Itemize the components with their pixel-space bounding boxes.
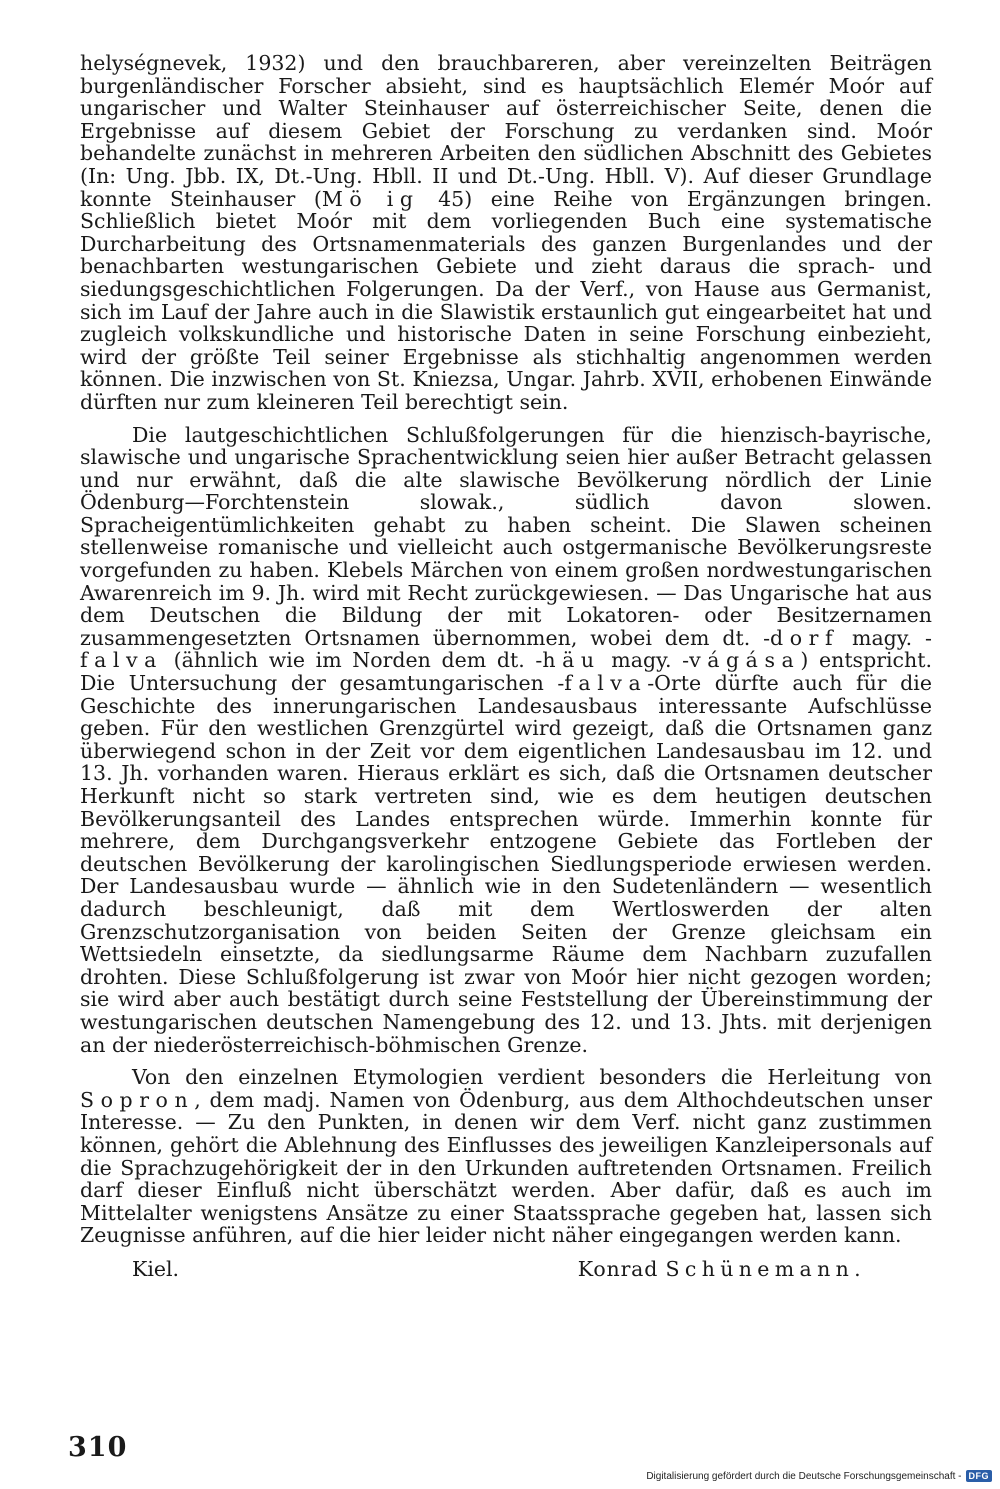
digitization-footer	[646, 1470, 992, 1482]
page-number: 310	[68, 1432, 128, 1463]
spaced-text: ig	[386, 186, 420, 211]
spaced-text: dorf	[770, 625, 840, 650]
article-body	[80, 52, 932, 1287]
paragraph-1	[80, 52, 932, 414]
text-run	[368, 187, 387, 211]
footer-text: Digitalisierung gefördert durch die Deutsche Forschungsgemeinschaft -	[646, 1470, 962, 1482]
text-run: 45) eine Reihe von Ergänzungen bringen. Schließlich bietet Moór mit dem vorliegenden Buch eine systematische Durcharbeitung des Ortsnamenmaterials des ganzen Burgenlandes und der benachbarten westungarischen Gebiete und zieht daraus die sprach- und siedungsgeschichtlichen Folgerungen. Da der Verf., von Hause aus Germanist, sich im Lauf der Jahre auch in die Slawistik erstaunlich gut eingearbeitet hat und zugleich volkskundliche und historische Daten in seine Forschung einbezieht, wird der größte Teil seiner Ergebnisse als stichhaltig angenommen werden können. Die inzwischen von St. Kniezsa, Ungar. Jahrb. XVII, erhobenen Einwände dürften nur zum kleineren Teil berechtigt sein.	[80, 186, 932, 414]
spaced-text: Sopron	[80, 1087, 195, 1112]
author-last-name: Schünemann.	[665, 1256, 866, 1281]
text-run: (ähnlich wie im Norden dem dt. -	[162, 648, 543, 673]
text-run: -Orte dürfte auch für die Geschichte des innerungarischen Landesausbaus interessante Aufschlüsse geben. Für den westlichen Grenzgürtel wird gezeigt, daß die Ortsnamen ganz überwiegend schon in der Zeit vor dem eigentlichen Landesausbau im 12. und 13. Jh. vorhanden waren. Hieraus erklärt es sich, daß die Ortsnamen deutscher Herkunft nicht so stark vertreten sind, wie es dem heutigen deutschen Bevölkerungsanteil des Landes entsprechen würde. Immerhin konnte für mehrere, dem Durchgangsverkehr entzogene Gebiete das Fortleben der deutschen Bevölkerung der karolingischen Siedlungsperiode erwiesen werden. Der Landesausbau wurde — ähnlich wie in den Sudetenländern — wesentlich dadurch beschleunigt, daß mit dem Wertloswerden der alten Grenzschutzorganisation von beiden Seiten der Grenze gleichsam ein Wettsiedeln einsetzte, da siedlungsarme Räume dem Nachbarn zuzufallen drohten. Diese Schlußfolgerung ist zwar von Moór hier nicht gezogen worden; sie wird aber auch bestätigt durch seine Feststellung der Übereinstimmung der westungarischen deutschen Namengebung des 12. und 13. Jhts. mit derjenigen an der niederösterreichisch-böhmischen Grenze.	[80, 671, 932, 1057]
dfg-logo-icon: DFG	[966, 1470, 993, 1482]
paragraph-2	[80, 424, 932, 1057]
text-run: magy. -	[839, 625, 932, 650]
spaced-text: vágása	[689, 648, 801, 673]
spaced-text: häu	[542, 648, 601, 673]
signature-line	[80, 1257, 932, 1287]
spaced-text: Mö	[321, 186, 369, 211]
signature-place: Kiel.	[132, 1256, 180, 1281]
text-run: Die lautgeschichtlichen Schlußfolgerungen für die hienzisch-bayrische, slawische und ungarische Sprachentwicklung seien hier außer Betracht gelassen und nur erwähnt, daß die alte slawische Bevölkerung nördlich der Linie Ödenburg—Forchtenstein slowak., südlich davon slowen. Spracheigentümlichkeiten gehabt zu haben scheint. Die Slawen scheinen stellenweise romanische und vielleicht auch ostgermanische Bevölkerungsreste vorgefunden zu haben. Klebels Märchen von einem großen nordwestungarischen Awarenreich im 9. Jh. wird mit Recht zurückgewiesen. — Das Ungarische hat aus dem Deutschen die Bildung der mit Lokatoren- oder Besitzernamen zusammengesetzten Ortsnamen übernommen, wobei dem dt. -	[80, 422, 932, 650]
paragraph-3	[80, 1066, 932, 1247]
text-run: , dem madj. Namen von Ödenburg, aus dem Althochdeutschen unser Interesse. — Zu den Punkten, in denen wir dem Verf. nicht ganz zustimmen können, gehört die Ablehnung des Einflusses des jeweiligen Kanzleipersonals auf die Sprachzugehörigkeit der in den Urkunden auftretenden Ortsnamen. Freilich darf dieser Einfluß nicht überschätzt werden. Aber dafür, daß es auch im Mittelalter wenigstens Ansätze zu einer Staatssprache gegeben hat, lassen sich Zeugnisse anführen, auf die hier leider nicht näher eingegangen werden kann.	[80, 1087, 932, 1248]
text-run: ) entspricht. Die Untersuchung der gesamtungarischen -	[80, 648, 932, 696]
text-run: helységnevek, 1932) und den brauchbareren, aber vereinzelten Beiträgen burgenländischer Forscher absieht, sind es hauptsächlich Elemér Moór auf ungarischer und Walter Steinhauser auf österreichischer Seite, denen die Ergebnisse auf diesem Gebiet der Forschung zu verdanken sind. Moór behandelte zunächst in mehreren Arbeiten den südlichen Abschnitt des Gebietes (In: Ung. Jbb. IX, Dt.-Ung. Hbll. II und Dt.-Ung. Hbll. V). Auf dieser Grundlage konnte Steinhauser (	[80, 51, 932, 211]
author-first-name: Konrad	[577, 1256, 659, 1281]
text-run: Von den einzelnen Etymologien verdient besonders die Herleitung von	[132, 1065, 932, 1090]
spaced-text: falva	[564, 671, 648, 696]
text-run: magy. -	[600, 648, 690, 673]
signature-author	[578, 1257, 866, 1281]
spaced-text: falva	[80, 648, 163, 673]
